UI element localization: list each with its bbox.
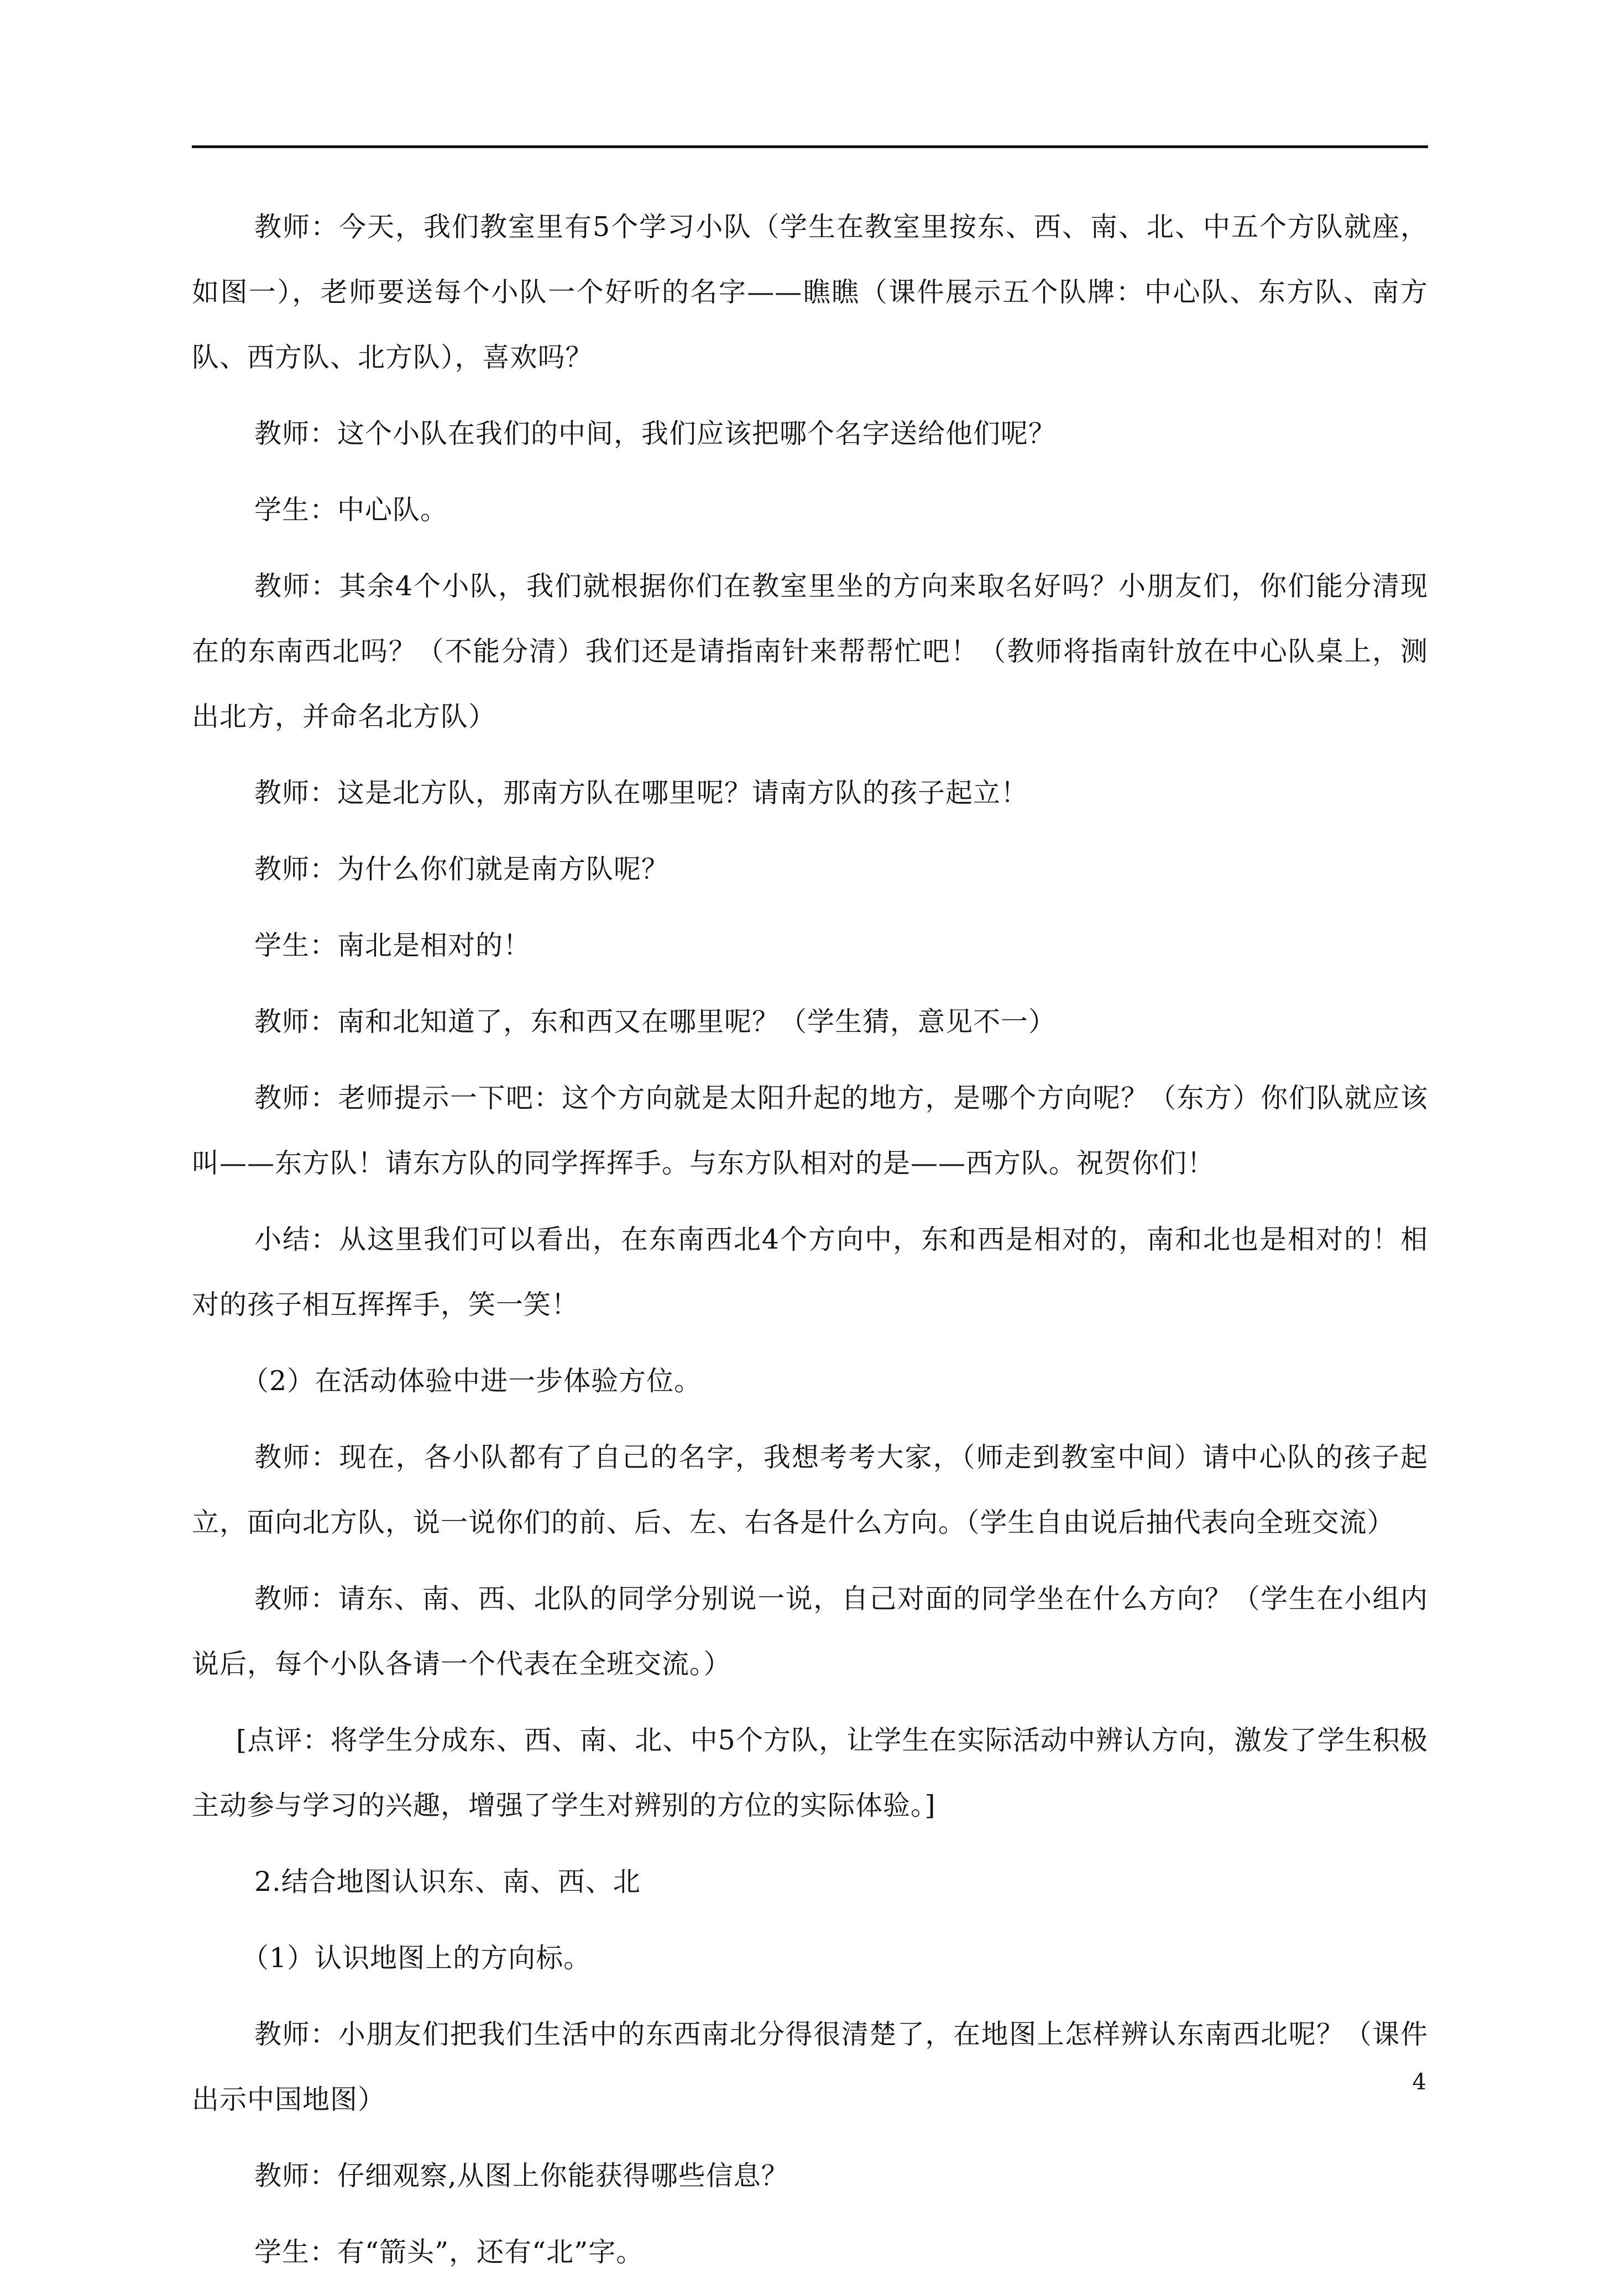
- subsection-heading: （1）认识地图上的方向标。: [242, 1942, 592, 1974]
- paragraph: 教师：南和北知道了，东和西又在哪里呢？（学生猜，意见不一）: [254, 1006, 1057, 1037]
- comment-paragraph: [点评：将学生分成东、西、南、北、中5个方队，让学生在实际活动中辨认方向，激发了学生积极主动参与学习的兴趣，增强了学生对辨别的方位的实际体验。]: [192, 1724, 1428, 1821]
- subsection-heading: （2）在活动体验中进一步体验方位。: [242, 1365, 702, 1397]
- paragraph: 教师：今天，我们教室里有5个学习小队（学生在教室里按东、西、南、北、中五个方队就座，如图一），老师要送每个小队一个好听的名字——瞧瞧（课件展示五个队牌：中心队、东方队、南方队、西方队、北方队），喜欢吗？: [192, 211, 1428, 373]
- paragraph: 学生：有“箭头”，还有“北”字。: [254, 2236, 644, 2268]
- paragraph: 教师：这个小队在我们的中间，我们应该把哪个名字送给他们呢？: [254, 418, 1057, 449]
- paragraph: 教师：现在，各小队都有了自己的名字，我想考考大家，（师走到教室中间）请中心队的孩子起立，面向北方队，说一说你们的前、后、左、右各是什么方向。（学生自由说后抽代表向全班交流）: [192, 1441, 1428, 1538]
- header-rule: [192, 145, 1428, 148]
- summary-paragraph: 小结：从这里我们可以看出，在东南西北4个方向中，东和西是相对的，南和北也是相对的！相对的孩子相互挥挥手，笑一笑！: [192, 1224, 1428, 1320]
- paragraph: 教师：请东、南、西、北队的同学分别说一说，自己对面的同学坐在什么方向？（学生在小组内说后，每个小队各请一个代表在全班交流。）: [192, 1583, 1428, 1680]
- paragraph: 教师：其余4个小队，我们就根据你们在教室里坐的方向来取名好吗？小朋友们，你们能分清现在的东南西北吗？（不能分清）我们还是请指南针来帮帮忙吧！（教师将指南针放在中心队桌上，测出北方，并命名北方队）: [192, 570, 1428, 732]
- section-heading: 2.结合地图认识东、南、西、北: [254, 1866, 641, 1897]
- paragraph: 教师：这是北方队，那南方队在哪里呢？请南方队的孩子起立！: [254, 777, 1029, 809]
- body-text: [192, 195, 1428, 2296]
- paragraph: 学生：南北是相对的！: [254, 930, 531, 961]
- paragraph: 教师：小朋友们把我们生活中的东西南北分得很清楚了，在地图上怎样辨认东南西北呢？（课件出示中国地图）: [192, 2019, 1428, 2115]
- page-number: 4: [1412, 2069, 1426, 2095]
- paragraph: 教师：为什么你们就是南方队呢？: [254, 853, 670, 885]
- paragraph: 教师：仔细观察,从图上你能获得哪些信息？: [254, 2160, 789, 2192]
- paragraph: 学生：中心队。: [254, 494, 448, 526]
- paragraph: 教师：老师提示一下吧：这个方向就是太阳升起的地方，是哪个方向呢？（东方）你们队就应该叫——东方队！请东方队的同学挥挥手。与东方队相对的是——西方队。祝贺你们！: [192, 1082, 1428, 1179]
